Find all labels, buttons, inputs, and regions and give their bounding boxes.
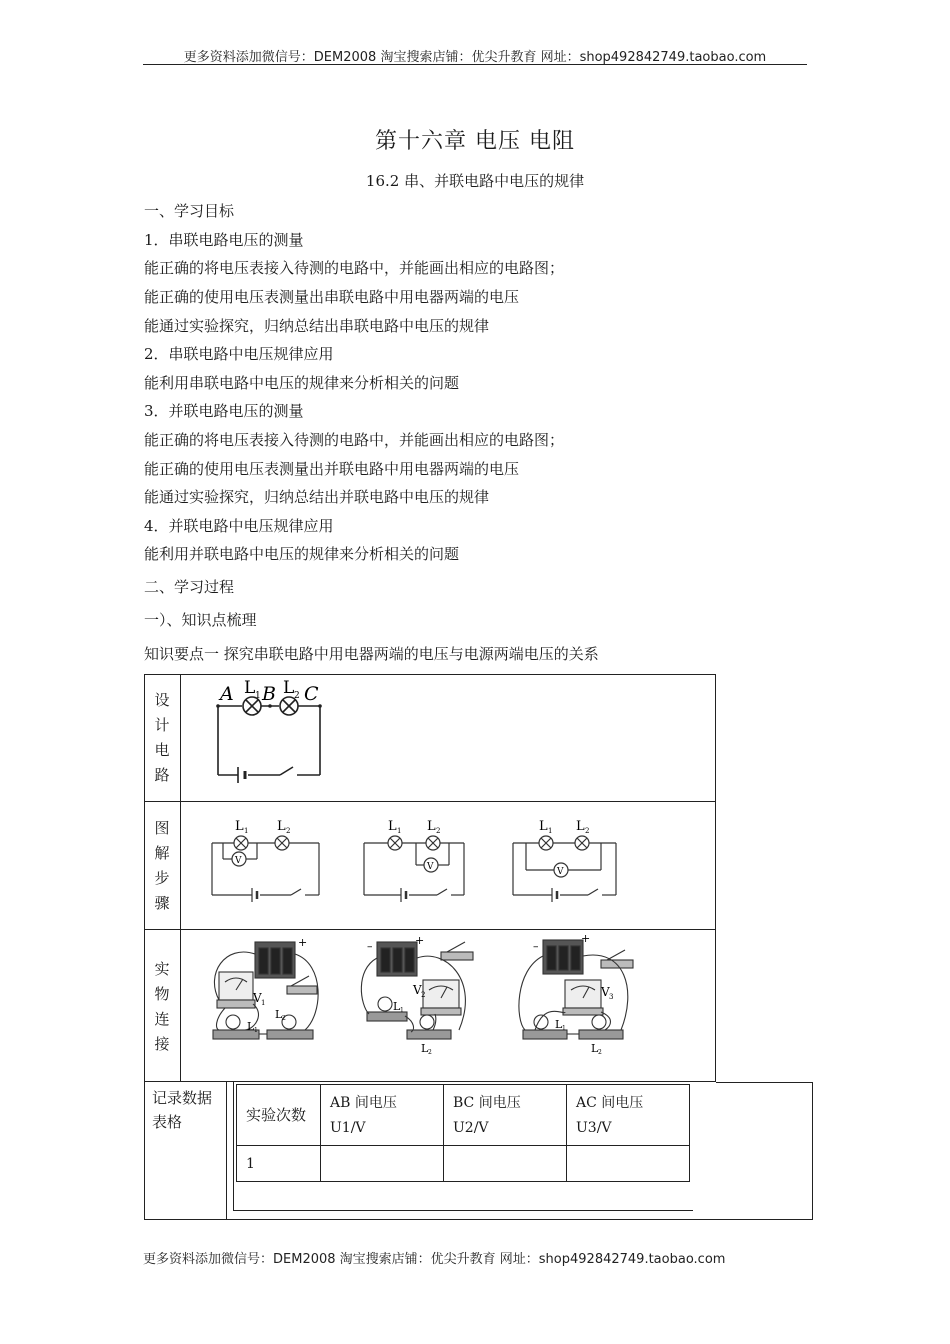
label-b: B xyxy=(262,683,276,705)
d2-l2: L xyxy=(427,819,436,834)
p2-v-sub: 2 xyxy=(421,991,426,999)
d3-l1-sub: 1 xyxy=(548,827,553,835)
p3-l1: L xyxy=(555,1018,563,1031)
record-bottom-border xyxy=(144,1219,813,1220)
label-a: A xyxy=(220,683,234,705)
section-title: 16.2 串、并联电路中电压的规律 xyxy=(365,172,585,190)
p1-l2-sub: 2 xyxy=(282,1015,286,1022)
goal-1-item-1: 能正确的将电压表接入待测的电路中，并能画出相应的电路图； xyxy=(144,259,565,277)
row-label-steps xyxy=(145,816,179,916)
d1-l2-sub: 2 xyxy=(286,827,291,835)
label-c: C xyxy=(304,683,319,705)
svg-text:–: – xyxy=(367,940,373,953)
heading-knowledge-review: 一）、知识点梳理 xyxy=(144,611,257,629)
p1-l1-sub: 1 xyxy=(254,1027,258,1034)
goal-2-title: 2．串联电路中电压规律应用 xyxy=(144,345,334,363)
d1-l1-sub: 1 xyxy=(244,827,249,835)
physical-setup-2 xyxy=(355,930,485,1060)
p3-l1-sub: 1 xyxy=(562,1025,566,1032)
row-label-physical xyxy=(145,957,179,1057)
record-col-divider-2 xyxy=(443,1084,444,1182)
record-header-trial: 实验次数 xyxy=(246,1106,307,1124)
goal-1-item-3: 能通过实验探究，归纳总结出串联电路中电压的规律 xyxy=(144,317,490,335)
row-label-design-circuit xyxy=(145,688,179,788)
design-circuit-diagram xyxy=(200,678,340,788)
physical-setup-3 xyxy=(515,930,645,1060)
step-diagram-1 xyxy=(205,815,330,905)
label-column-divider xyxy=(180,674,181,1082)
d3-l2: L xyxy=(576,819,585,834)
goal-3-item-1: 能正确的将电压表接入待测的电路中，并能画出相应的电路图； xyxy=(144,431,565,449)
heading-learning-goals: 一、学习目标 xyxy=(144,202,235,220)
record-col-divider-3 xyxy=(566,1084,567,1182)
p1-l2: L xyxy=(275,1008,283,1021)
row-label-physical-text: 实物连接 xyxy=(154,960,170,1053)
record-row-1-trial: 1 xyxy=(246,1156,255,1172)
record-header-bc: BC 间电压 xyxy=(453,1095,521,1111)
row-label-steps-text: 图解步骤 xyxy=(154,819,170,912)
label-l2-sub: 2 xyxy=(294,691,300,701)
svg-text:+: + xyxy=(581,932,591,945)
record-right-border xyxy=(812,1082,813,1220)
svg-text:+: + xyxy=(415,934,425,947)
record-header-bc-unit: U2/V xyxy=(453,1120,489,1136)
label-l1-sub: 1 xyxy=(255,691,261,701)
goal-3-item-2: 能正确的使用电压表测量出并联电路中用电器两端的电压 xyxy=(144,460,520,478)
d3-l1: L xyxy=(539,819,548,834)
p3-l2-sub: 2 xyxy=(598,1049,602,1056)
d3-v: V xyxy=(557,867,564,877)
d2-l1-sub: 1 xyxy=(397,827,402,835)
record-inner-left xyxy=(233,1082,234,1210)
record-table-label: 记录数据表格 xyxy=(152,1089,213,1131)
record-header-ab-unit: U1/V xyxy=(330,1120,366,1136)
heading-learning-process: 二、学习过程 xyxy=(144,578,235,596)
p3-v: V xyxy=(601,985,610,999)
goal-2-item-1: 能利用串联电路中电压的规律来分析相关的问题 xyxy=(144,374,460,392)
p2-l2: L xyxy=(421,1042,429,1055)
goal-4-item-1: 能利用并联电路中电压的规律来分析相关的问题 xyxy=(144,545,460,563)
d1-l1: L xyxy=(235,819,244,834)
d3-l2-sub: 2 xyxy=(585,827,590,835)
record-label-divider xyxy=(226,1082,227,1220)
record-col-divider-1 xyxy=(320,1084,321,1182)
p3-l2: L xyxy=(591,1042,599,1055)
page-header-text: 更多资料添加微信号：DEM2008 淘宝搜索店铺：优尖升教育 网址：shop492842749.taobao.com xyxy=(183,50,767,65)
row-divider-1 xyxy=(144,801,716,802)
label-l2: L xyxy=(283,678,295,698)
p1-l1: L xyxy=(247,1020,255,1033)
step-diagram-2 xyxy=(357,815,472,905)
p2-v: V xyxy=(413,983,422,997)
p2-l2-sub: 2 xyxy=(428,1049,432,1056)
step-diagram-3 xyxy=(506,815,624,905)
goal-1-item-2: 能正确的使用电压表测量出串联电路中用电器两端的电压 xyxy=(144,288,520,306)
p2-l1: L xyxy=(393,1000,401,1013)
record-inner-bottom xyxy=(233,1210,693,1211)
d1-v: V xyxy=(235,856,242,866)
physical-setup-1 xyxy=(205,934,330,1052)
row-label-design-text: 设计电路 xyxy=(154,691,170,784)
d2-v: V xyxy=(427,862,434,872)
p3-v-sub: 3 xyxy=(609,993,614,1001)
p2-l1-sub: 1 xyxy=(400,1007,404,1014)
goal-1-title: 1．串联电路电压的测量 xyxy=(144,231,304,249)
p1-v: V xyxy=(253,991,262,1005)
d2-l2-sub: 2 xyxy=(436,827,441,835)
d1-l2: L xyxy=(277,819,286,834)
battery-icon xyxy=(238,767,245,783)
goal-4-title: 4．并联电路中电压规律应用 xyxy=(144,517,334,535)
goal-3-item-3: 能通过实验探究，归纳总结出并联电路中电压的规律 xyxy=(144,488,490,506)
d2-l1: L xyxy=(388,819,397,834)
record-header-ac: AC 间电压 xyxy=(576,1095,644,1111)
p1-v-sub: 1 xyxy=(261,999,266,1007)
goal-3-title: 3．并联电路电压的测量 xyxy=(144,402,304,420)
record-header-ac-unit: U3/V xyxy=(576,1120,612,1136)
page-footer-text: 更多资料添加微信号：DEM2008 淘宝搜索店铺：优尖升教育 网址：shop492842749.taobao.com xyxy=(143,1252,726,1267)
knowledge-point-1: 知识要点一 探究串联电路中用电器两端的电压与电源两端电压的关系 xyxy=(144,645,599,663)
record-header-ab: AB 间电压 xyxy=(330,1095,397,1111)
header-divider xyxy=(143,64,807,65)
record-top-border xyxy=(716,1082,812,1083)
svg-text:+: + xyxy=(298,936,308,949)
svg-text:–: – xyxy=(533,940,539,953)
record-header-divider xyxy=(236,1145,690,1146)
chapter-title: 第十六章 电压 电阻 xyxy=(375,129,575,154)
record-left-border xyxy=(144,1082,145,1220)
label-l1: L xyxy=(244,678,256,698)
